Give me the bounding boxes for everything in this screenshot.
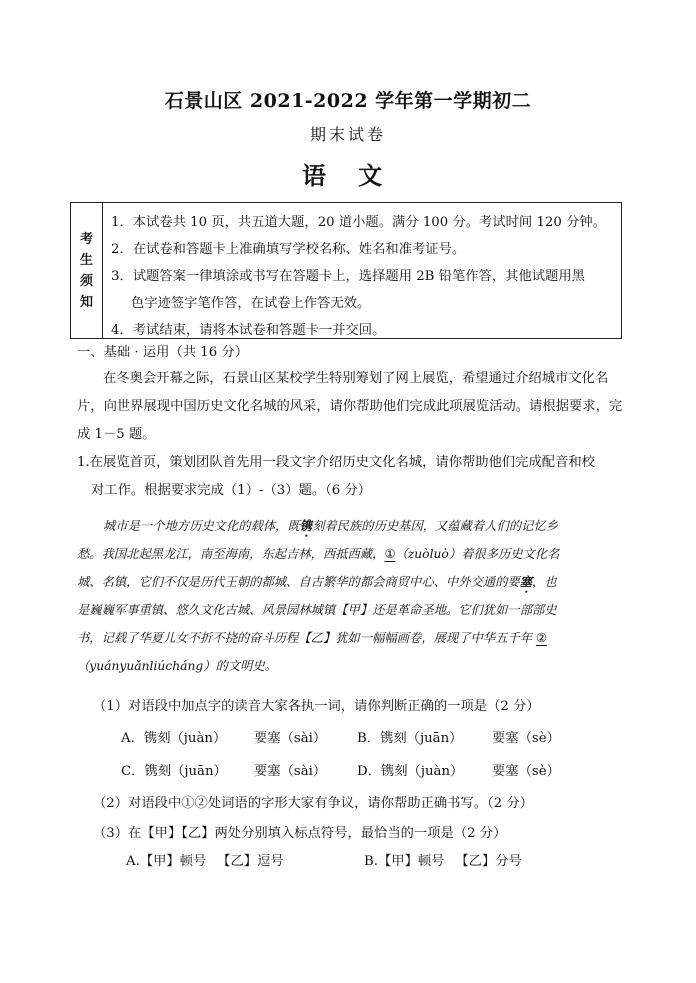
option-a: A．镌刻（juàn） — [121, 731, 227, 746]
option-row — [121, 760, 592, 779]
exam-title: 石景山区 2021-2022 学年第一学期初二 — [164, 90, 532, 112]
notice-item: 1．本试卷共 10 页，共五道大题，20 道小题。满分 100 分。考试时间 120 分钟。 — [111, 215, 606, 230]
notice-item: 2．在试卷和答题卡上准确填写学校名称、姓名和准考证号。 — [111, 242, 466, 257]
option-a: A.【甲】顿号 【乙】逗号 — [126, 854, 284, 869]
passage-line — [77, 568, 625, 596]
option-d-second: 要塞（sè） — [492, 764, 560, 779]
passage-line: 是巍巍军事重镇、悠久文化古城、风景园林城镇【甲】还是革命圣地。它们犹如一部部史 — [77, 603, 557, 617]
dotted-char: 镌 — [299, 518, 313, 533]
option-b: B．镌刻（juān） — [357, 731, 463, 746]
option-c: C．镌刻（juān） — [121, 764, 227, 779]
sub-question-3: （3）在【甲】【乙】两处分别填入标点符号，最恰当的一项是（2 分） — [93, 826, 507, 841]
passage-text: 书，记载了华夏儿女不折不挠的奋斗历程【乙】犹如一幅幅画卷，展现了中华五千年 — [77, 631, 532, 645]
option-b: B.【甲】顿号 【乙】分号 — [364, 854, 522, 869]
notice-item: 3．试题答案一律填涂或书写在答题卡上，选择题用 2B 铅笔作答，其他试题用黑 — [111, 269, 585, 284]
passage-text: 城、名镇，它们不仅是历代王朝的都城、自古繁华的都会商贸中心、中外交通的要 — [77, 575, 520, 589]
section-intro: 在冬奥会开幕之际，石景山区某校学生特别筹划了网上展览，希望通过介绍城市文化名片，向世界展现中国历史文化名城的风采，请你帮助他们完成此项展览活动。请根据要求，完成 1－5 题。 — [77, 371, 623, 442]
notice-label-char: 须 — [79, 273, 93, 289]
blank-1: ① — [384, 547, 396, 561]
option-a-second: 要塞（sài） — [254, 731, 327, 746]
passage-line — [77, 540, 625, 568]
passage-line: （yuányuǎnliúcháng）的文明史。 — [77, 659, 278, 673]
reading-passage — [77, 512, 625, 680]
notice-label — [71, 203, 103, 338]
option-b-second: 要塞（sè） — [492, 731, 560, 746]
notice-list — [111, 209, 615, 344]
notice-label-char: 生 — [79, 252, 93, 268]
option-row — [121, 727, 592, 746]
passage-line — [77, 512, 625, 540]
option-row — [126, 850, 522, 869]
question-1-line: 1.在展览首页，策划团队首先用一段文字介绍历史文化名城，请你帮助他们完成配音和校 — [77, 455, 595, 470]
subject-title: 语 文 — [301, 161, 395, 190]
option-d: D．镌刻（juàn） — [357, 764, 464, 779]
notice-item: 4．考试结束，请将本试卷和答题卡一并交回。 — [111, 323, 386, 338]
sub-question-2: （2）对语段中①②处词语的字形大家有争议，请你帮助正确书写。（2 分） — [93, 796, 533, 811]
passage-text: 城市是一个地方历史文化的载体，既 — [103, 519, 300, 533]
notice-item-continuation: 色字迹签字笔作答，在试卷上作答无效。 — [131, 296, 371, 311]
dotted-char: 塞 — [519, 574, 533, 589]
question-1 — [77, 449, 625, 505]
notice-label-char: 知 — [79, 294, 93, 310]
exam-notice-box — [70, 202, 622, 339]
passage-line — [77, 624, 625, 652]
question-1-line: 对工作。根据要求完成（1）-（3）题。（6 分） — [91, 483, 372, 498]
passage-text: （zuòluò）着很多历史文化名 — [395, 547, 560, 561]
passage-text: ，也 — [532, 575, 557, 589]
passage-text: 愁。我国北起黑龙江，南至海南，东起吉林，西抵西藏， — [77, 547, 385, 561]
sub-question-1: （1）对语段中加点字的读音大家各执一词，请你判断正确的一项是（2 分） — [93, 699, 540, 714]
notice-label-char: 考 — [79, 231, 93, 247]
passage-text: 刻着民族的历史基因，又蕴藏着人们的记忆乡 — [312, 519, 559, 533]
option-c-second: 要塞（sài） — [254, 764, 327, 779]
exam-subtitle: 期末试卷 — [309, 125, 386, 144]
blank-2: ② — [535, 631, 547, 645]
section-heading: 一、基础 · 运用（共 16 分） — [77, 345, 249, 360]
